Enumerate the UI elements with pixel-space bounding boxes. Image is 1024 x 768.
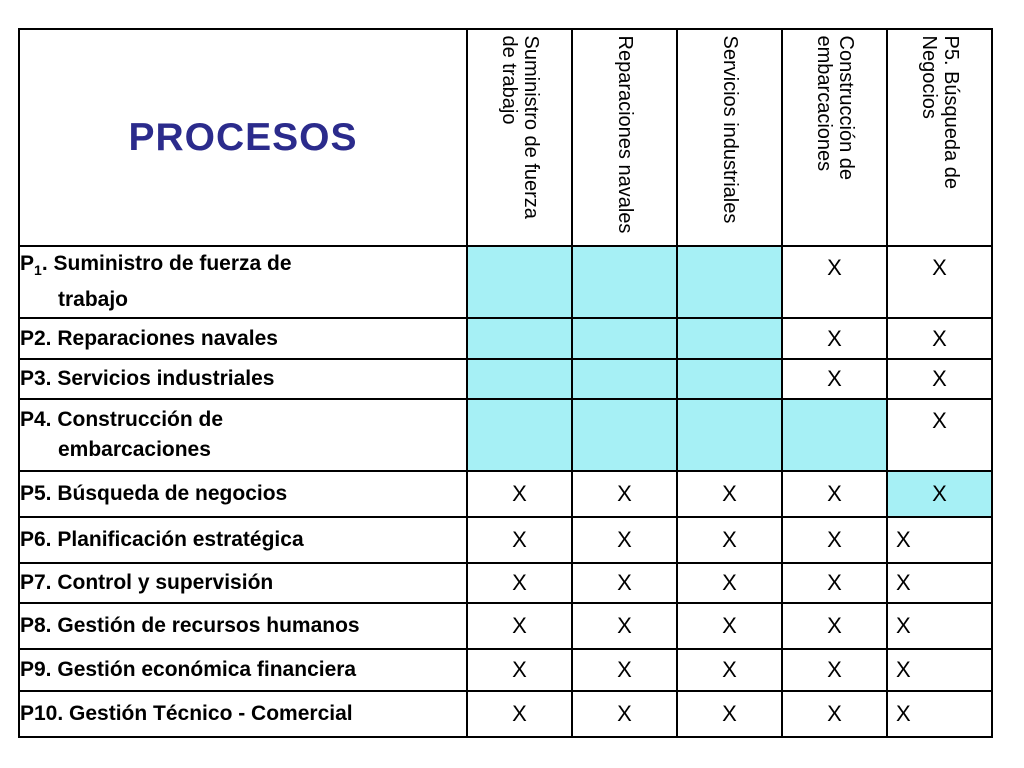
matrix-cell: X: [572, 563, 677, 603]
row-header: P7. Control y supervisión: [19, 563, 467, 603]
matrix-cell: X: [677, 517, 782, 563]
matrix-cell: X: [572, 603, 677, 649]
row-label: . Suministro de fuerza de: [41, 251, 292, 275]
table-row: [19, 517, 992, 563]
matrix-cell: X: [887, 603, 992, 649]
matrix-cell: X: [467, 517, 572, 563]
matrix-cell: X: [572, 691, 677, 737]
matrix-cell: [467, 359, 572, 399]
matrix-cell: X: [887, 318, 992, 359]
column-header-label: P5. Búsqueda de Negocios: [917, 35, 962, 189]
row-header: P10. Gestión Técnico - Comercial: [19, 691, 467, 737]
row-header: [19, 399, 467, 471]
matrix-cell: X: [782, 649, 887, 691]
column-header-servicios: [677, 29, 782, 246]
table-row: [19, 318, 992, 359]
row-header: [19, 246, 467, 318]
row-header: P8. Gestión de recursos humanos: [19, 603, 467, 649]
row-header: P9. Gestión económica financiera: [19, 649, 467, 691]
table-row: [19, 359, 992, 399]
column-header-label: Construcción de embarcaciones: [812, 35, 857, 180]
matrix-cell: X: [467, 471, 572, 517]
row-label-continuation: embarcaciones: [58, 438, 211, 461]
row-header: P2. Reparaciones navales: [19, 318, 467, 359]
matrix-cell: [467, 399, 572, 471]
matrix-cell: [467, 246, 572, 318]
table-row: [19, 471, 992, 517]
matrix-cell: [677, 318, 782, 359]
matrix-cell: X: [782, 603, 887, 649]
matrix-cell: X: [467, 563, 572, 603]
row-label-prefix: P: [20, 251, 35, 275]
row-header: P3. Servicios industriales: [19, 359, 467, 399]
column-header-suministro: [467, 29, 572, 246]
matrix-cell: [572, 246, 677, 318]
matrix-cell: X: [782, 359, 887, 399]
table-row: [19, 649, 992, 691]
matrix-cell: X: [467, 603, 572, 649]
column-header-reparaciones: [572, 29, 677, 246]
matrix-cell: X: [887, 691, 992, 737]
matrix-cell: X: [677, 691, 782, 737]
table-title: PROCESOS: [128, 115, 358, 159]
matrix-cell: [572, 399, 677, 471]
matrix-cell: X: [782, 471, 887, 517]
matrix-cell: X: [887, 359, 992, 399]
table-row: [19, 691, 992, 737]
matrix-cell: [677, 246, 782, 318]
matrix-cell: X: [782, 563, 887, 603]
matrix-cell: X: [572, 471, 677, 517]
matrix-cell: [677, 399, 782, 471]
column-header-busqueda: [887, 29, 992, 246]
table-row: [19, 399, 992, 471]
header-row: [19, 29, 992, 246]
matrix-cell: [467, 318, 572, 359]
matrix-cell: X: [887, 517, 992, 563]
matrix-cell: X: [677, 563, 782, 603]
row-label-continuation: trabajo: [58, 288, 129, 312]
row-header: P5. Búsqueda de negocios: [19, 471, 467, 517]
column-header-construccion: [782, 29, 887, 246]
matrix-cell: [782, 399, 887, 471]
matrix-cell: X: [677, 471, 782, 517]
table-row: [19, 603, 992, 649]
matrix-cell: X: [467, 649, 572, 691]
matrix-cell: [572, 318, 677, 359]
column-header-label: Suministro de fuerza de trabajo: [497, 35, 542, 219]
matrix-cell: X: [677, 603, 782, 649]
matrix-cell: X: [887, 399, 992, 471]
matrix-cell: X: [677, 649, 782, 691]
table-row: [19, 563, 992, 603]
matrix-cell: X: [782, 691, 887, 737]
matrix-cell: X: [467, 691, 572, 737]
matrix-cell: X: [782, 318, 887, 359]
table-row: [19, 246, 992, 318]
matrix-cell: X: [887, 563, 992, 603]
row-label: P4. Construcción de: [20, 408, 224, 431]
matrix-cell: X: [887, 246, 992, 318]
row-header: P6. Planificación estratégica: [19, 517, 467, 563]
row-label-subscript: 1: [34, 262, 42, 279]
matrix-cell: X: [782, 517, 887, 563]
column-header-label: Reparaciones navales: [613, 35, 636, 233]
matrix-cell: X: [782, 246, 887, 318]
matrix-cell: [572, 359, 677, 399]
matrix-cell: X: [887, 649, 992, 691]
column-header-label: Servicios industriales: [718, 35, 741, 223]
matrix-cell: X: [572, 517, 677, 563]
matrix-cell: [677, 359, 782, 399]
corner-header: [19, 29, 467, 246]
matrix-cell: X: [887, 471, 992, 517]
process-matrix-table: [18, 28, 993, 738]
matrix-cell: X: [572, 649, 677, 691]
